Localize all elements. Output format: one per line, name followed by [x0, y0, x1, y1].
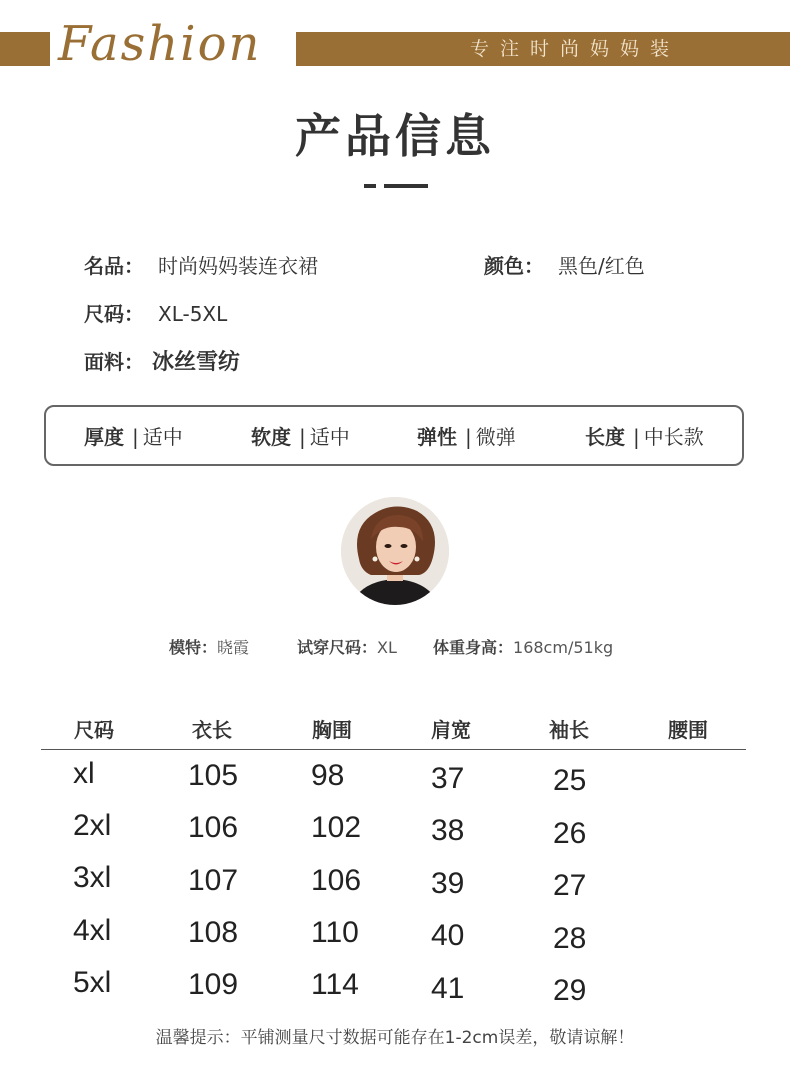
table-cell-sleeve: 26 — [553, 817, 587, 850]
info-size-key: 尺码： — [84, 302, 144, 326]
info-fabric — [84, 348, 240, 377]
table-cell-sleeve: 25 — [553, 764, 587, 797]
attr-length-label: 长度 — [585, 425, 625, 449]
model-size-value: XL — [377, 638, 397, 657]
attr-thickness — [84, 425, 183, 449]
brand-logo: Fashion — [58, 16, 262, 72]
attr-softness-value: 适中 — [309, 425, 350, 449]
info-size-value: XL-5XL — [158, 302, 228, 326]
model-portrait-icon — [341, 497, 449, 605]
table-cell-bust: 114 — [311, 968, 359, 1001]
table-header-waist: 腰围 — [668, 718, 708, 742]
table-cell-sleeve: 27 — [553, 869, 587, 902]
attr-length-value: 中长款 — [643, 425, 704, 449]
attr-softness — [251, 425, 350, 449]
attr-length — [585, 425, 704, 449]
table-cell-size: 4xl — [73, 914, 112, 947]
model-name-value: 晓霞 — [217, 638, 250, 657]
measurement-note: 温馨提示：平铺测量尺寸数据可能存在1-2cm误差，敬请谅解！ — [155, 1028, 635, 1048]
table-header-bust: 胸围 — [312, 718, 352, 742]
attr-softness-label: 软度 — [251, 425, 291, 449]
info-color-value: 黑色/红色 — [558, 254, 645, 278]
model-avatar — [341, 497, 449, 605]
table-cell-bust: 102 — [311, 811, 362, 844]
table-cell-size: 2xl — [73, 809, 112, 842]
title-divider-long — [384, 184, 428, 188]
model-body-key: 体重身高： — [433, 638, 514, 657]
table-cell-shoulder: 38 — [431, 814, 465, 847]
table-cell-sleeve: 28 — [553, 922, 587, 955]
attr-separator: | — [633, 425, 640, 449]
table-cell-shoulder: 39 — [431, 867, 465, 900]
model-name-key: 模特： — [169, 638, 218, 657]
attr-thickness-label: 厚度 — [84, 425, 124, 449]
table-header-shoulder: 肩宽 — [431, 718, 471, 742]
table-cell-length: 109 — [188, 968, 239, 1001]
attr-thickness-value: 适中 — [142, 425, 183, 449]
table-cell-length: 106 — [188, 811, 239, 844]
table-header-divider — [41, 749, 746, 750]
info-color — [484, 252, 645, 280]
page-title: 产品信息 — [295, 109, 495, 163]
table-cell-bust: 106 — [311, 864, 362, 897]
table-cell-shoulder: 37 — [431, 762, 465, 795]
table-cell-length: 107 — [188, 864, 239, 897]
info-fabric-key: 面料： — [84, 350, 144, 374]
table-header-length: 衣长 — [192, 718, 232, 742]
model-size-key: 试穿尺码： — [297, 638, 378, 657]
table-cell-length: 105 — [188, 759, 239, 792]
table-cell-size: xl — [73, 757, 95, 790]
attr-elasticity-value: 微弹 — [475, 425, 516, 449]
table-cell-shoulder: 40 — [431, 919, 465, 952]
info-size — [84, 300, 227, 328]
attributes-box — [44, 405, 744, 466]
table-cell-bust: 98 — [311, 759, 345, 792]
header-band-left — [0, 32, 50, 66]
info-name-key: 名品： — [84, 254, 144, 278]
info-fabric-value: 冰丝雪纺 — [152, 350, 241, 375]
model-size — [297, 637, 397, 659]
attr-separator: | — [132, 425, 139, 449]
table-header-sleeve: 袖长 — [549, 718, 589, 742]
table-cell-shoulder: 41 — [431, 972, 465, 1005]
table-cell-size: 5xl — [73, 966, 112, 999]
info-color-key: 颜色： — [484, 254, 544, 278]
attr-separator: | — [299, 425, 306, 449]
attr-elasticity-label: 弹性 — [417, 425, 457, 449]
tagline: 专注时尚妈妈装 — [470, 38, 681, 60]
title-divider-short — [364, 184, 376, 188]
attr-elasticity — [417, 425, 516, 449]
info-name — [84, 252, 318, 280]
attr-separator: | — [465, 425, 472, 449]
table-cell-size: 3xl — [73, 861, 112, 894]
table-cell-sleeve: 29 — [553, 974, 587, 1007]
model-name — [169, 637, 249, 659]
info-name-value: 时尚妈妈装连衣裙 — [158, 254, 318, 278]
model-body-value: 168cm/51kg — [513, 638, 614, 657]
table-header-size: 尺码 — [74, 718, 114, 742]
table-cell-length: 108 — [188, 916, 239, 949]
model-body — [433, 637, 613, 659]
table-cell-bust: 110 — [311, 916, 359, 949]
